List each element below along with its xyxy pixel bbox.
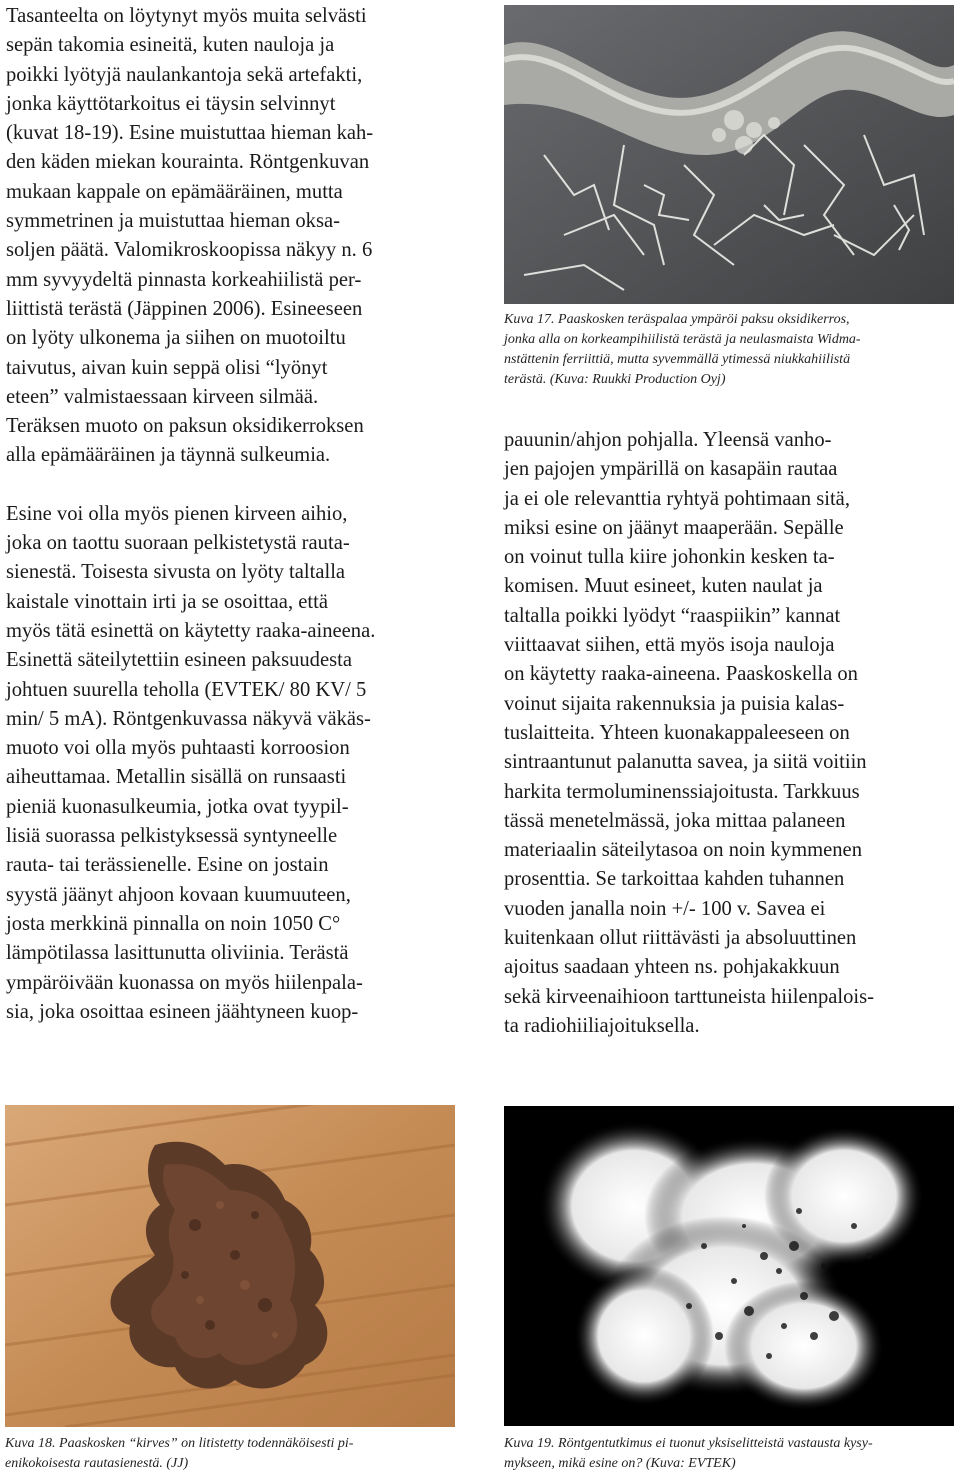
text-line: mukaan kappale on epämääräinen, mutta [6, 180, 343, 203]
caption-line: jonka alla on korkeampihiilistä terästä ja neulasmaista Widma- [504, 332, 861, 347]
text-line: sia, joka osoittaa esineen jäähtyneen kuop- [6, 1000, 359, 1023]
text-line: kaistale vinottain irti ja se osoittaa, että [6, 590, 328, 613]
text-line: kuitenkaan ollut riittävästi ja absoluuttinen [504, 927, 857, 950]
text-line: josta merkkinä pinnalla on noin 1050 C° [6, 912, 341, 935]
xray-image [504, 1106, 954, 1426]
text-line: sienestä. Toisesta sivusta on lyöty taltalla [6, 561, 346, 584]
text-line: liittistä terästä (Jäppinen 2006). Esineeseen [6, 297, 363, 320]
text-line: (kuvat 18-19). Esine muistuttaa hieman kah- [6, 122, 374, 145]
text-line: sintraantunut palanutta savea, ja siitä voitiin [504, 751, 867, 774]
left-column [6, 2, 476, 1027]
text-line: Tasanteelta on löytynyt myös muita selvästi [6, 5, 367, 27]
caption-line: Kuva 19. Röntgentutkimus ei tuonut yksiselitteistä vastausta kysy- [504, 1436, 873, 1451]
text-line: lämpötilassa lasittunutta oliviinia. Terästä [6, 942, 349, 965]
paragraph-furnace [504, 426, 954, 1041]
text-line: muoto voi olla myös puhtaasti korroosion [6, 737, 350, 760]
text-line: Esine voi olla myös pienen kirveen aihio, [6, 502, 348, 525]
text-line: eteen” valmistaessaan kirveen silmää. [6, 385, 319, 408]
text-line: taltalla poikki lyödyt “raaspiikin” kannat [504, 604, 841, 627]
text-line: ajoitus saadaan yhteen ns. pohjakakkuun [504, 956, 840, 979]
text-line: ja ei ole relevanttia ryhtyä pohtimaan sitä, [504, 487, 850, 510]
text-line: syystä jäänyt ahjoon kovaan kuumuuteen, [6, 883, 351, 906]
text-line: den käden miekan kourainta. Röntgenkuvan [6, 151, 370, 174]
caption-line: enikokoisesta rautasienestä. (JJ) [5, 1456, 189, 1471]
text-line: prosenttia. Se tarkoittaa kahden tuhannen [504, 868, 845, 891]
text-line: voinut sijaita rakennuksia ja puisia kalas- [504, 692, 845, 715]
text-line: harkita termoluminenssiajoitusta. Tarkkuus [504, 780, 860, 803]
text-line: min/ 5 mA). Röntgenkuvassa näkyvä väkäs- [6, 707, 371, 730]
text-line: sepän takomia esineitä, kuten nauloja ja [6, 34, 335, 57]
text-line: pieniä kuonasulkeumia, jotka ovat tyypil- [6, 795, 349, 818]
text-line: alla epämääräinen ja täynnä sulkeumia. [6, 444, 331, 467]
text-line: pauunin/ahjon pohjalla. Yleensä vanho- [504, 429, 832, 451]
artefact-photo [5, 1105, 455, 1427]
caption-figure-17 [504, 310, 954, 390]
text-line: poikki lyötyjä naulankantoja sekä artefakti, [6, 63, 363, 86]
text-line: myös tätä esinettä on käytetty raaka-aineena. [6, 619, 376, 642]
text-line: soljen päätä. Valomikroskoopissa näkyy n. 6 [6, 239, 373, 262]
text-line: komisen. Muut esineet, kuten naulat ja [504, 575, 823, 598]
text-line: lisiä suorassa pelkistyksessä syntyneelle [6, 825, 338, 848]
text-line: Teräksen muoto on paksun oksidikerroksen [6, 415, 364, 438]
text-line: materiaalin säteilytasoa on noin kymmenen [504, 839, 862, 862]
text-line: rauta- tai terässienelle. Esine on jostain [6, 854, 329, 877]
text-line: aiheuttamaa. Metallin sisällä on runsaasti [6, 766, 347, 789]
text-line: johtuen suurella teholla (EVTEK/ 80 KV/ 5 [6, 678, 367, 701]
caption-line: Kuva 17. Paaskosken teräspalaa ympäröi paksu oksidikerros, [504, 312, 850, 327]
caption-line: Kuva 18. Paaskosken “kirves” on litistetty todennäköisesti pi- [5, 1436, 354, 1451]
text-line: miksi esine on jäänyt maaperään. Sepälle [504, 516, 844, 539]
text-line: ta radiohiiliajoituksella. [504, 1014, 700, 1037]
text-line: on lyöty ulkonema ja siihen on muotoiltu [6, 327, 346, 350]
text-line: ympäröivään kuonassa on myös hiilenpala- [6, 971, 363, 994]
caption-line: terästä. (Kuva: Ruukki Production Oyj) [504, 372, 726, 387]
right-text-block [504, 426, 954, 1041]
text-line: sekä kirveenaihioon tarttuneista hiilenpalois- [504, 985, 875, 1008]
text-line: on voinut tulla kiire johonkin kesken ta- [504, 546, 835, 569]
text-line: taivutus, aivan kuin seppä olisi “lyönyt [6, 356, 328, 379]
text-line: tässä menetelmässä, joka mittaa palaneen [504, 809, 846, 832]
caption-figure-18 [5, 1434, 460, 1474]
caption-line: nstättenin ferriittiä, mutta syvemmällä ytimessä niukkahiilistä [504, 352, 851, 367]
text-line: tuslaitteita. Yhteen kuonakappaleeseen on [504, 721, 850, 744]
text-line: viittaavat siihen, että myös isoja nauloja [504, 634, 835, 657]
text-line: vuoden janalla noin +/- 100 v. Savea ei [504, 897, 826, 920]
text-line: symmetrinen ja muistuttaa hieman oksa- [6, 210, 340, 233]
micrograph-image [504, 5, 954, 304]
paragraph-axe-blank [6, 500, 476, 1027]
caption-figure-19 [504, 1434, 959, 1474]
text-line: Esinettä säteilytettiin esineen paksuudesta [6, 649, 352, 672]
text-line: on käytetty raaka-aineena. Paaskoskella on [504, 663, 858, 686]
paragraph-artefact [6, 2, 476, 471]
text-line: mm syvyydeltä pinnasta korkeahiilistä per- [6, 268, 362, 291]
caption-line: mykseen, mikä esine on? (Kuva: EVTEK) [504, 1456, 736, 1471]
right-column [504, 310, 954, 1041]
text-line: jen pajojen ympärillä on kasapäin rautaa [504, 458, 838, 481]
text-line: joka on taottu suoraan pelkistetystä rauta- [6, 532, 350, 555]
text-line: jonka käyttötarkoitus ei täysin selvinnyt [6, 92, 336, 115]
